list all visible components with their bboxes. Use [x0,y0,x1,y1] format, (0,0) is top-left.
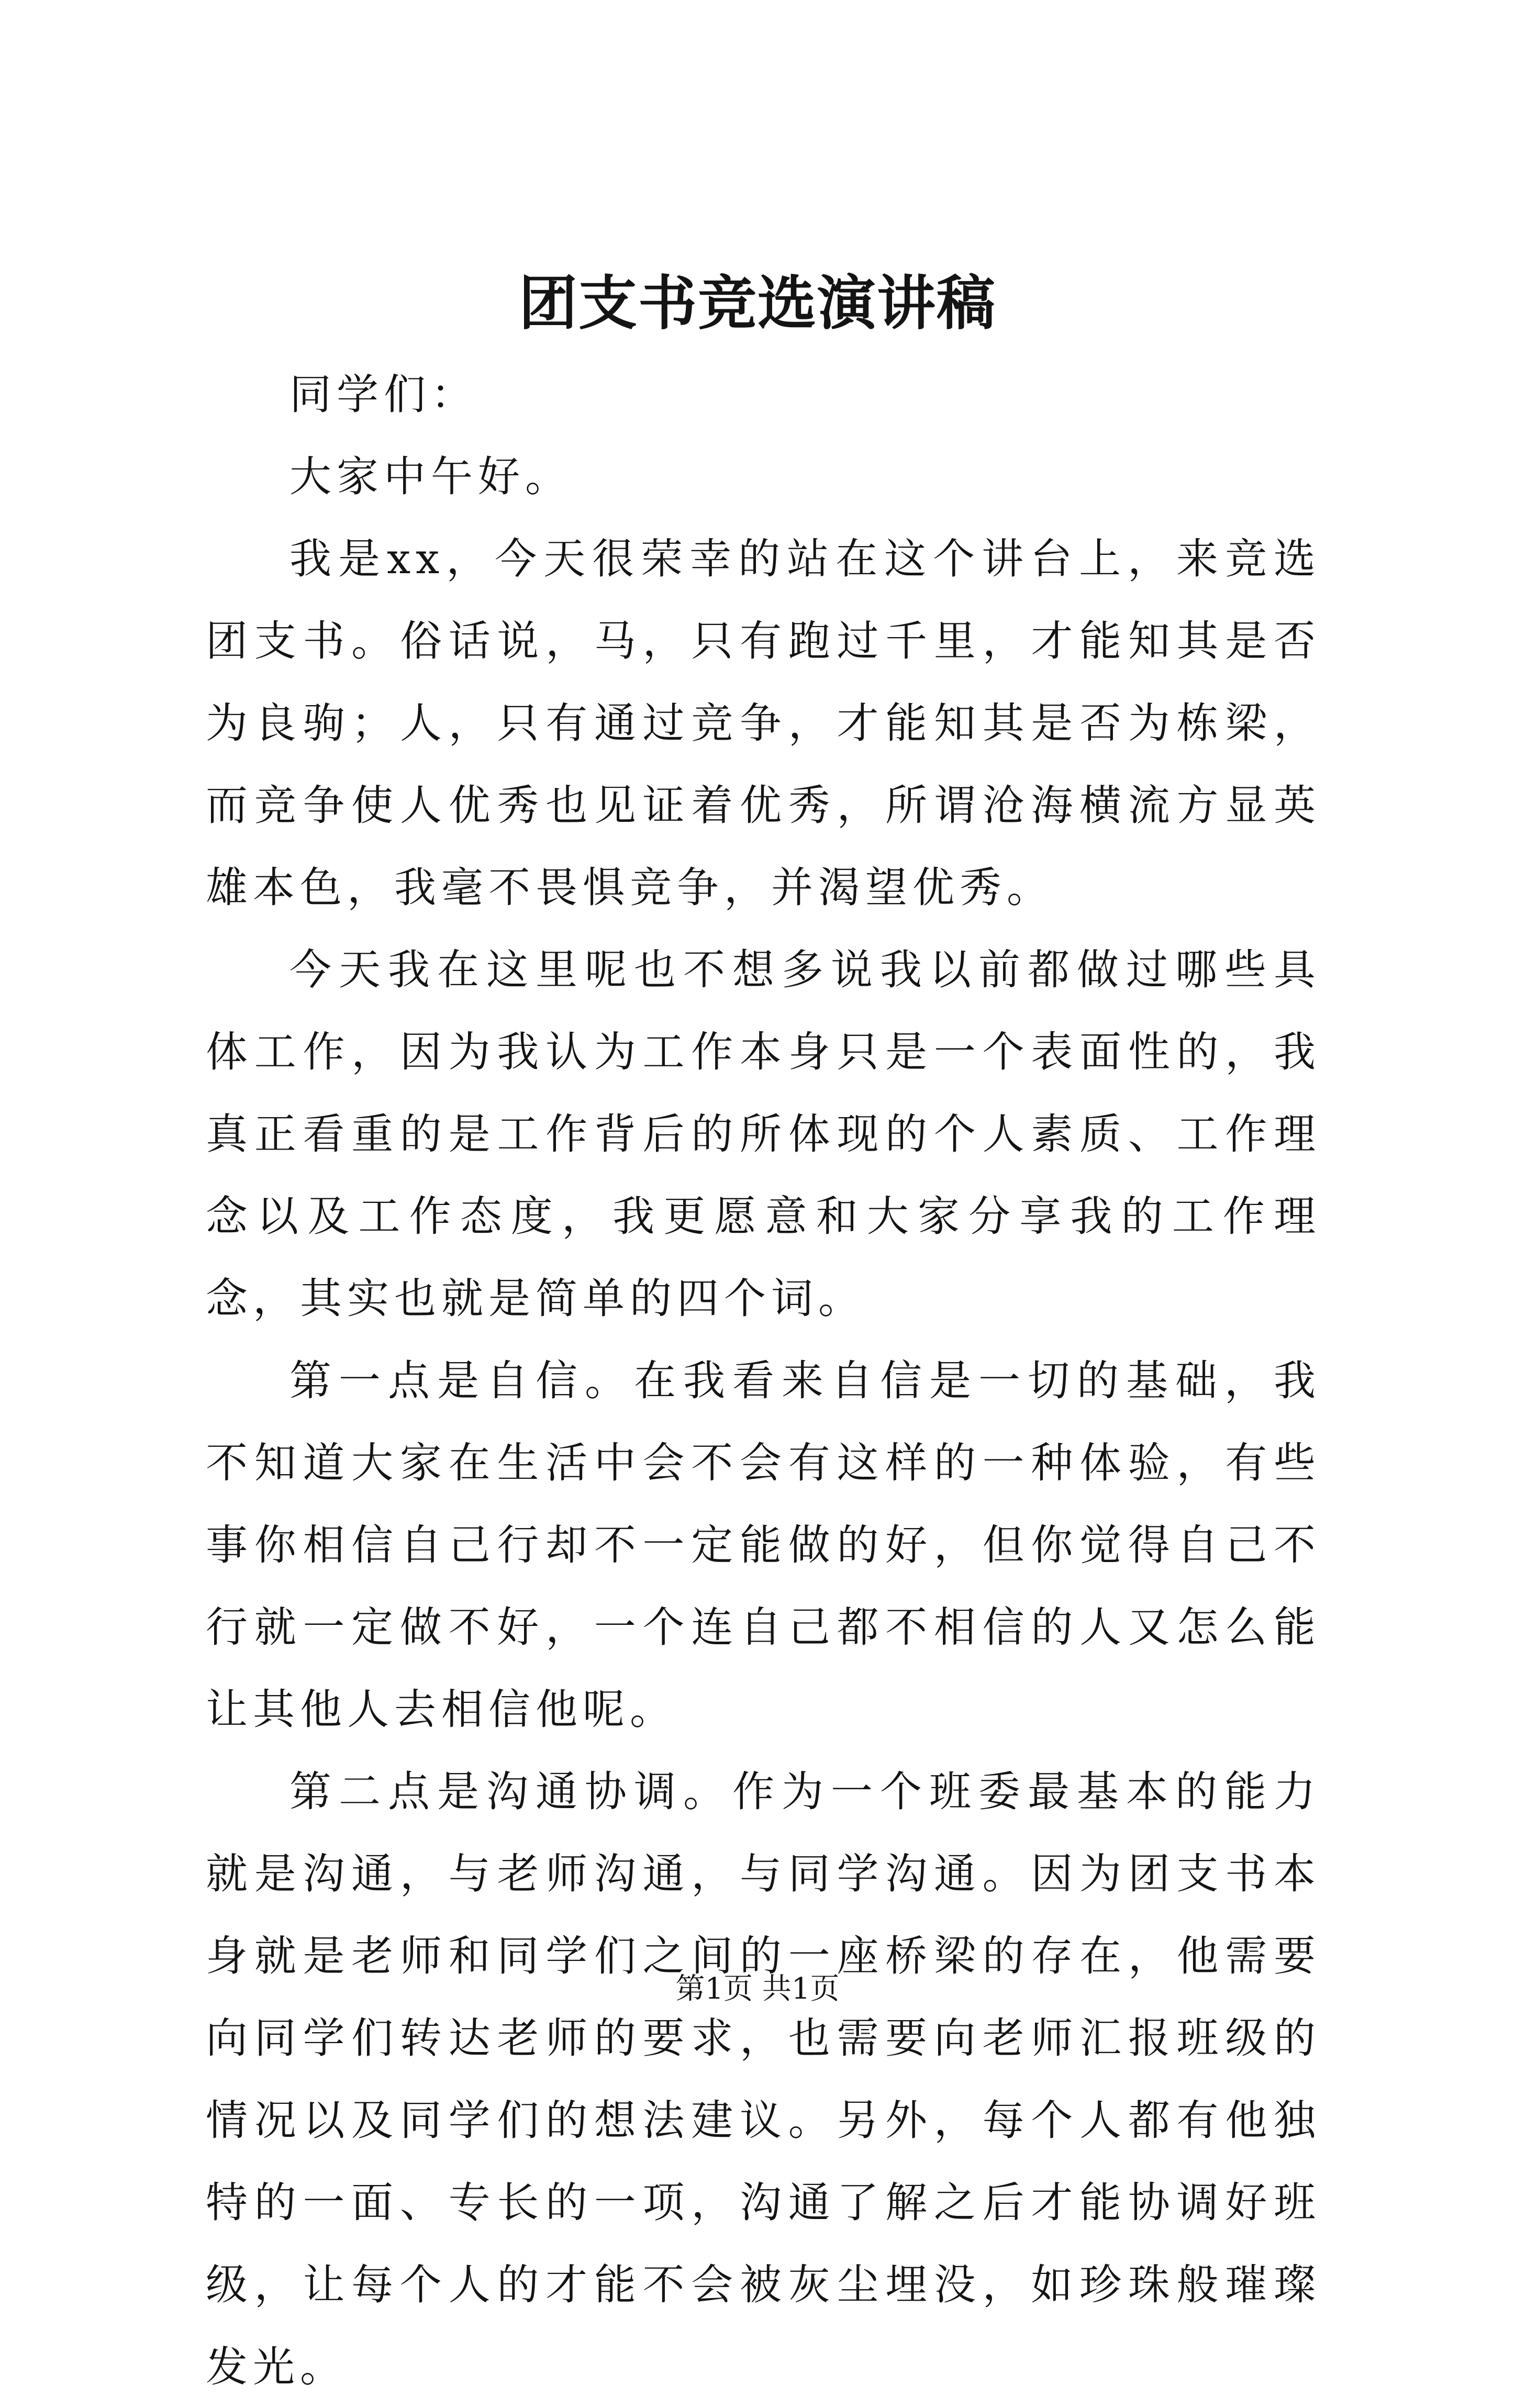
paragraph-salutation: 同学们： [289,370,478,419]
paragraph-work-philosophy: 今天我在这里呢也不想多说我以前都做过哪些具体工作，因为我认为工作本身只是一个表面性的，我真正看重的是工作背后的所体现的个人素质、工作理念以及工作态度，我更愿意和大家分享我的工作理念，其实也就是简单的四个词。 [206,945,1321,1323]
paragraph-introduction: 我是xx，今天很荣幸的站在这个讲台上，来竞选团支书。俗话说，马，只有跑过千里，才能知其是否为良驹；人，只有通过竞争，才能知其是否为栋梁，而竞争使人优秀也见证着优秀，所谓沧海横流方显英雄本色，我毫不畏惧竞争，并渴望优秀。 [206,534,1321,912]
paragraph-communication: 第二点是沟通协调。作为一个班委最基本的能力就是沟通，与老师沟通，与同学沟通。因为团支书本身就是老师和同学们之间的一座桥梁的存在，他需要向同学们转达老师的要求，也需要向老师汇报班级的情况以及同学们的想法建议。另外，每个人都有他独特的一面、专长的一项，沟通了解之后才能协调好班级，让每个人的才能不会被灰尘埋没，如珍珠般璀璨发光。 [206,1767,1321,2391]
paragraph-greeting: 大家中午好。 [289,452,572,501]
document-title: 团支书竞选演讲稿 [519,269,996,338]
page-number-footer: 第1页 共1页 [675,1972,840,2006]
paragraph-confidence: 第一点是自信。在我看来自信是一切的基础，我不知道大家在生活中会不会有这样的一种体验，有些事你相信自己行却不一定能做的好，但你觉得自己不行就一定做不好，一个连自己都不相信的人又怎么能让其他人去相信他呢。 [206,1356,1321,1734]
document-body [206,353,1321,2408]
